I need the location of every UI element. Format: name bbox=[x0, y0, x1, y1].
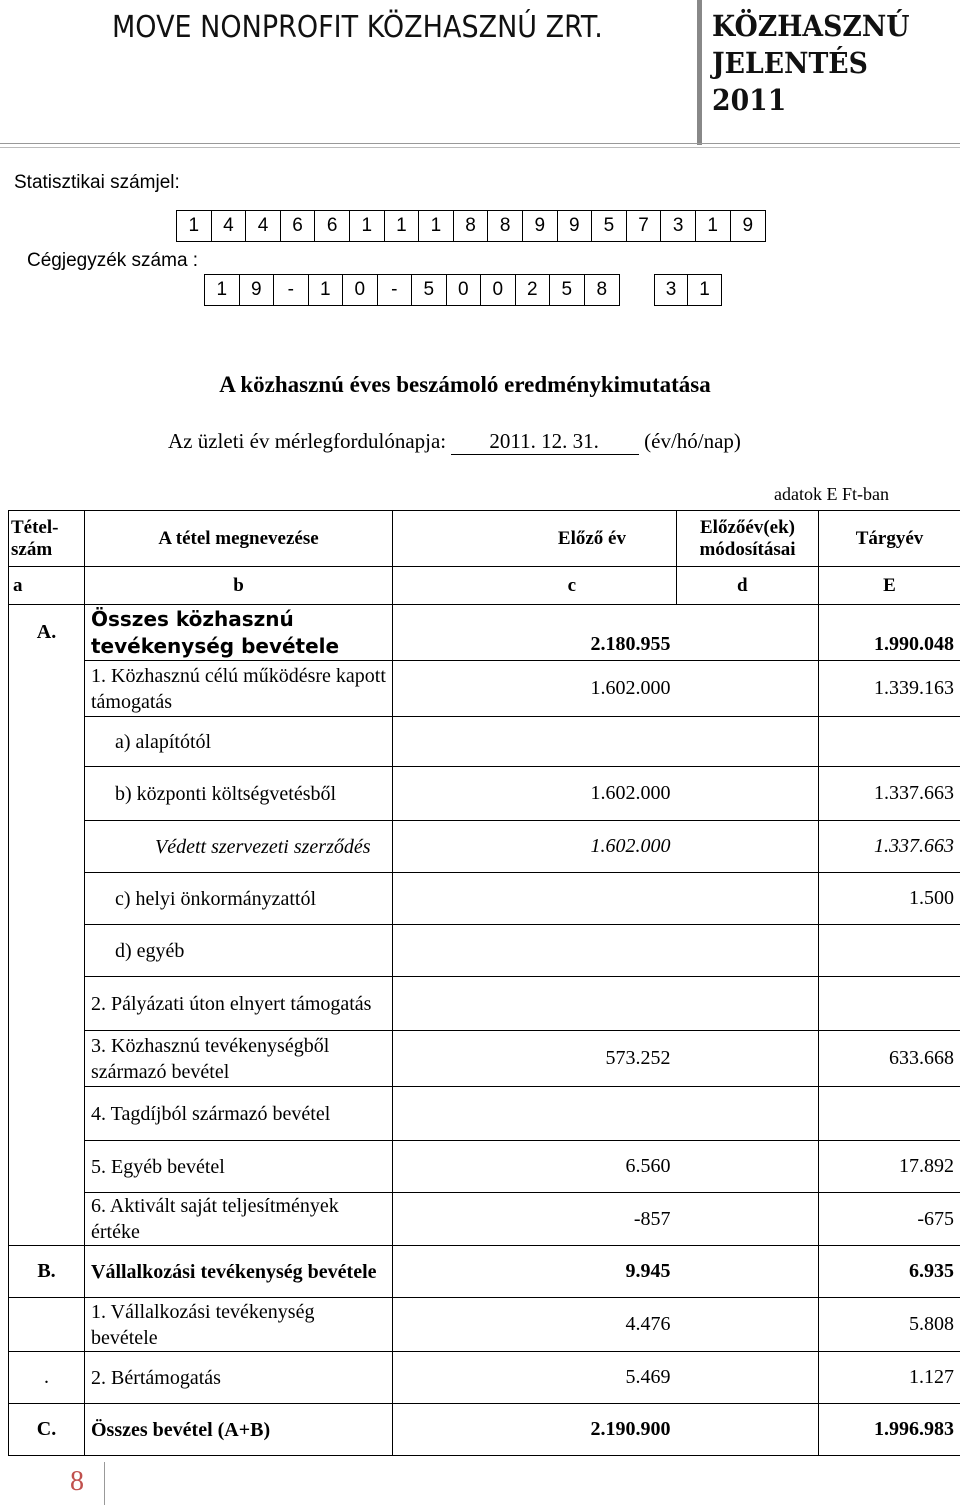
digit-box: 6 bbox=[315, 211, 350, 241]
row-modifications bbox=[677, 1352, 819, 1404]
stat-label: Statisztikai számjel: bbox=[14, 172, 180, 193]
row-previous-year bbox=[393, 873, 677, 925]
letter-c: c bbox=[393, 567, 677, 605]
digit-box: 9 bbox=[742, 215, 754, 236]
row-modifications bbox=[677, 1141, 819, 1193]
row-current-year: 1.339.163 bbox=[819, 661, 960, 717]
digit-box: 7 bbox=[627, 211, 662, 241]
row-name: 6. Aktivált saját teljesítmények értéke bbox=[85, 1193, 393, 1246]
digit-box: 9 bbox=[558, 211, 593, 241]
digit-box: 1 bbox=[419, 211, 454, 241]
digit-box: 1 bbox=[350, 211, 385, 241]
row-modifications bbox=[677, 873, 819, 925]
digit-box: - bbox=[378, 275, 413, 305]
row-previous-year: 1.602.000 bbox=[393, 661, 677, 717]
row-previous-year: -857 bbox=[393, 1193, 677, 1246]
row-name: 4. Tagdíjból származó bevétel bbox=[85, 1087, 393, 1141]
row-previous-year: 573.252 bbox=[393, 1031, 677, 1087]
row-name: c) helyi önkormányzattól bbox=[85, 873, 393, 925]
digit-box: 1 bbox=[696, 211, 731, 241]
digit-box: 1 bbox=[309, 275, 344, 305]
page-number-rule bbox=[104, 1462, 105, 1505]
row-code: A. bbox=[9, 605, 85, 661]
row-current-year bbox=[819, 1087, 960, 1141]
row-previous-year bbox=[393, 1087, 677, 1141]
digit-box: 8 bbox=[596, 279, 608, 300]
row-previous-year: 2.190.900 bbox=[393, 1404, 677, 1456]
header-rule bbox=[0, 143, 960, 144]
row-previous-year: 5.469 bbox=[393, 1352, 677, 1404]
report-title-line-3: 2011 bbox=[712, 83, 787, 117]
row-modifications bbox=[677, 605, 819, 661]
row-code: B. bbox=[9, 1246, 85, 1298]
row-modifications bbox=[677, 1193, 819, 1246]
row-current-year bbox=[819, 925, 960, 977]
row-code bbox=[9, 925, 85, 977]
digit-box: 4 bbox=[212, 211, 247, 241]
balance-date-line bbox=[168, 429, 741, 455]
row-previous-year: 9.945 bbox=[393, 1246, 677, 1298]
table-row bbox=[9, 1031, 960, 1087]
report-title-line-1: KÖZHASZNÚ bbox=[712, 9, 910, 43]
row-name: 1. Vállalkozási tevékenység bevétele bbox=[85, 1298, 393, 1352]
row-modifications bbox=[677, 1404, 819, 1456]
row-previous-year: 2.180.955 bbox=[393, 605, 677, 661]
row-modifications bbox=[677, 767, 819, 821]
balance-date-label: Az üzleti év mérlegfordulónapja: bbox=[168, 429, 447, 453]
row-code: . bbox=[9, 1352, 85, 1404]
row-current-year bbox=[819, 717, 960, 767]
row-modifications bbox=[677, 1298, 819, 1352]
table-row bbox=[9, 1246, 960, 1298]
row-current-year: 1.337.663 bbox=[819, 821, 960, 873]
row-previous-year: 1.602.000 bbox=[393, 821, 677, 873]
row-current-year: 5.808 bbox=[819, 1298, 960, 1352]
table-header-row bbox=[9, 511, 960, 567]
letter-d: d bbox=[677, 567, 819, 605]
digit-box: 1 bbox=[177, 211, 212, 241]
digit-box: 2 bbox=[516, 275, 551, 305]
row-previous-year: 6.560 bbox=[393, 1141, 677, 1193]
row-code bbox=[9, 767, 85, 821]
balance-date-value: 2011. 12. 31. bbox=[451, 429, 638, 455]
row-name: Összes bevétel (A+B) bbox=[85, 1404, 393, 1456]
header-item-name: A tétel megnevezése bbox=[85, 511, 393, 567]
digit-box: 5 bbox=[550, 275, 585, 305]
row-code bbox=[9, 661, 85, 717]
digit-box: 0 bbox=[447, 275, 482, 305]
header-previous-year: Előző év bbox=[393, 511, 677, 567]
digit-box: 6 bbox=[281, 211, 316, 241]
row-current-year bbox=[819, 977, 960, 1031]
table-row bbox=[9, 717, 960, 767]
digit-box: 1 bbox=[385, 211, 420, 241]
row-previous-year bbox=[393, 925, 677, 977]
report-title-line-2: JELENTÉS bbox=[712, 46, 868, 80]
digit-box: 4 bbox=[246, 211, 281, 241]
digit-box: 1 bbox=[205, 275, 240, 305]
row-current-year: 1.127 bbox=[819, 1352, 960, 1404]
row-name: 2. Pályázati úton elnyert támogatás bbox=[85, 977, 393, 1031]
row-name: 2. Bértámogatás bbox=[85, 1352, 393, 1404]
reg-label: Cégjegyzék száma : bbox=[27, 250, 199, 271]
row-name: Vállalkozási tevékenység bevétele bbox=[85, 1246, 393, 1298]
header-current-year: Tárgyév bbox=[819, 511, 960, 567]
table-row bbox=[9, 605, 960, 661]
table-row bbox=[9, 873, 960, 925]
row-modifications bbox=[677, 717, 819, 767]
row-code bbox=[9, 1087, 85, 1141]
income-statement-table bbox=[8, 510, 960, 1456]
row-code bbox=[9, 1298, 85, 1352]
row-current-year: 1.337.663 bbox=[819, 767, 960, 821]
row-name: b) központi költségvetésből bbox=[85, 767, 393, 821]
row-previous-year bbox=[393, 717, 677, 767]
row-current-year: 1.990.048 bbox=[819, 605, 960, 661]
row-name: 1. Közhasznú célú működésre kapott támogatás bbox=[85, 661, 393, 717]
company-name: MOVE NONPROFIT KÖZHASZNÚ ZRT. bbox=[112, 10, 603, 45]
table-row bbox=[9, 1141, 960, 1193]
report-title bbox=[712, 8, 909, 119]
row-name: 5. Egyéb bevétel bbox=[85, 1141, 393, 1193]
row-code bbox=[9, 873, 85, 925]
row-current-year: 17.892 bbox=[819, 1141, 960, 1193]
digit-box: 3 bbox=[661, 211, 696, 241]
digit-box: 9 bbox=[523, 211, 558, 241]
table-letter-row bbox=[9, 567, 960, 605]
row-current-year: 1.996.983 bbox=[819, 1404, 960, 1456]
digit-box: 5 bbox=[592, 211, 627, 241]
row-name: 3. Közhasznú tevékenységből származó bevétel bbox=[85, 1031, 393, 1087]
row-modifications bbox=[677, 821, 819, 873]
table-row bbox=[9, 767, 960, 821]
table-row bbox=[9, 977, 960, 1031]
page-number: 8 bbox=[70, 1466, 84, 1497]
header-item-number: Tétel-szám bbox=[9, 511, 85, 567]
digit-box: 3 bbox=[655, 275, 688, 305]
digit-box: 9 bbox=[240, 275, 275, 305]
digit-box: - bbox=[274, 275, 309, 305]
row-code bbox=[9, 1141, 85, 1193]
row-code bbox=[9, 977, 85, 1031]
statement-title: A közhasznú éves beszámoló eredménykimutatása bbox=[219, 372, 711, 397]
row-code bbox=[9, 717, 85, 767]
row-current-year: 633.668 bbox=[819, 1031, 960, 1087]
row-name: Védett szervezeti szerződés bbox=[85, 821, 393, 873]
balance-date-suffix: (év/hó/nap) bbox=[644, 429, 741, 453]
digit-box: 1 bbox=[699, 279, 710, 300]
digit-box: 0 bbox=[343, 275, 378, 305]
row-code bbox=[9, 1031, 85, 1087]
unit-label: adatok E Ft-ban bbox=[774, 484, 889, 504]
row-name: d) egyéb bbox=[85, 925, 393, 977]
row-current-year: -675 bbox=[819, 1193, 960, 1246]
letter-a: a bbox=[9, 567, 85, 605]
row-modifications bbox=[677, 977, 819, 1031]
table-row bbox=[9, 661, 960, 717]
row-current-year: 6.935 bbox=[819, 1246, 960, 1298]
row-previous-year bbox=[393, 977, 677, 1031]
row-code: C. bbox=[9, 1404, 85, 1456]
row-modifications bbox=[677, 661, 819, 717]
row-modifications bbox=[677, 1087, 819, 1141]
table-row bbox=[9, 1193, 960, 1246]
row-previous-year: 1.602.000 bbox=[393, 767, 677, 821]
digit-box: 8 bbox=[454, 211, 489, 241]
letter-b: b bbox=[85, 567, 393, 605]
row-previous-year: 4.476 bbox=[393, 1298, 677, 1352]
row-current-year: 1.500 bbox=[819, 873, 960, 925]
header-rule-2 bbox=[0, 147, 960, 148]
row-modifications bbox=[677, 1031, 819, 1087]
row-name: a) alapítótól bbox=[85, 717, 393, 767]
digit-box: 8 bbox=[488, 211, 523, 241]
reg-number-boxes-2 bbox=[654, 274, 722, 306]
table-row bbox=[9, 1298, 960, 1352]
stat-number-boxes bbox=[176, 210, 766, 242]
digit-box: 5 bbox=[412, 275, 447, 305]
reg-number-boxes bbox=[204, 274, 620, 306]
table-row bbox=[9, 1352, 960, 1404]
row-modifications bbox=[677, 1246, 819, 1298]
row-code bbox=[9, 1193, 85, 1246]
table-row bbox=[9, 1404, 960, 1456]
table-row bbox=[9, 1087, 960, 1141]
table-row bbox=[9, 821, 960, 873]
digit-box: 0 bbox=[481, 275, 516, 305]
header-modifications: Előzőév(ek) módosításai bbox=[677, 511, 819, 567]
row-modifications bbox=[677, 925, 819, 977]
table-row bbox=[9, 925, 960, 977]
row-name: Összes közhasznú tevékenység bevétele bbox=[85, 605, 393, 661]
row-code bbox=[9, 821, 85, 873]
header-divider bbox=[697, 0, 702, 145]
letter-e: E bbox=[819, 567, 960, 605]
